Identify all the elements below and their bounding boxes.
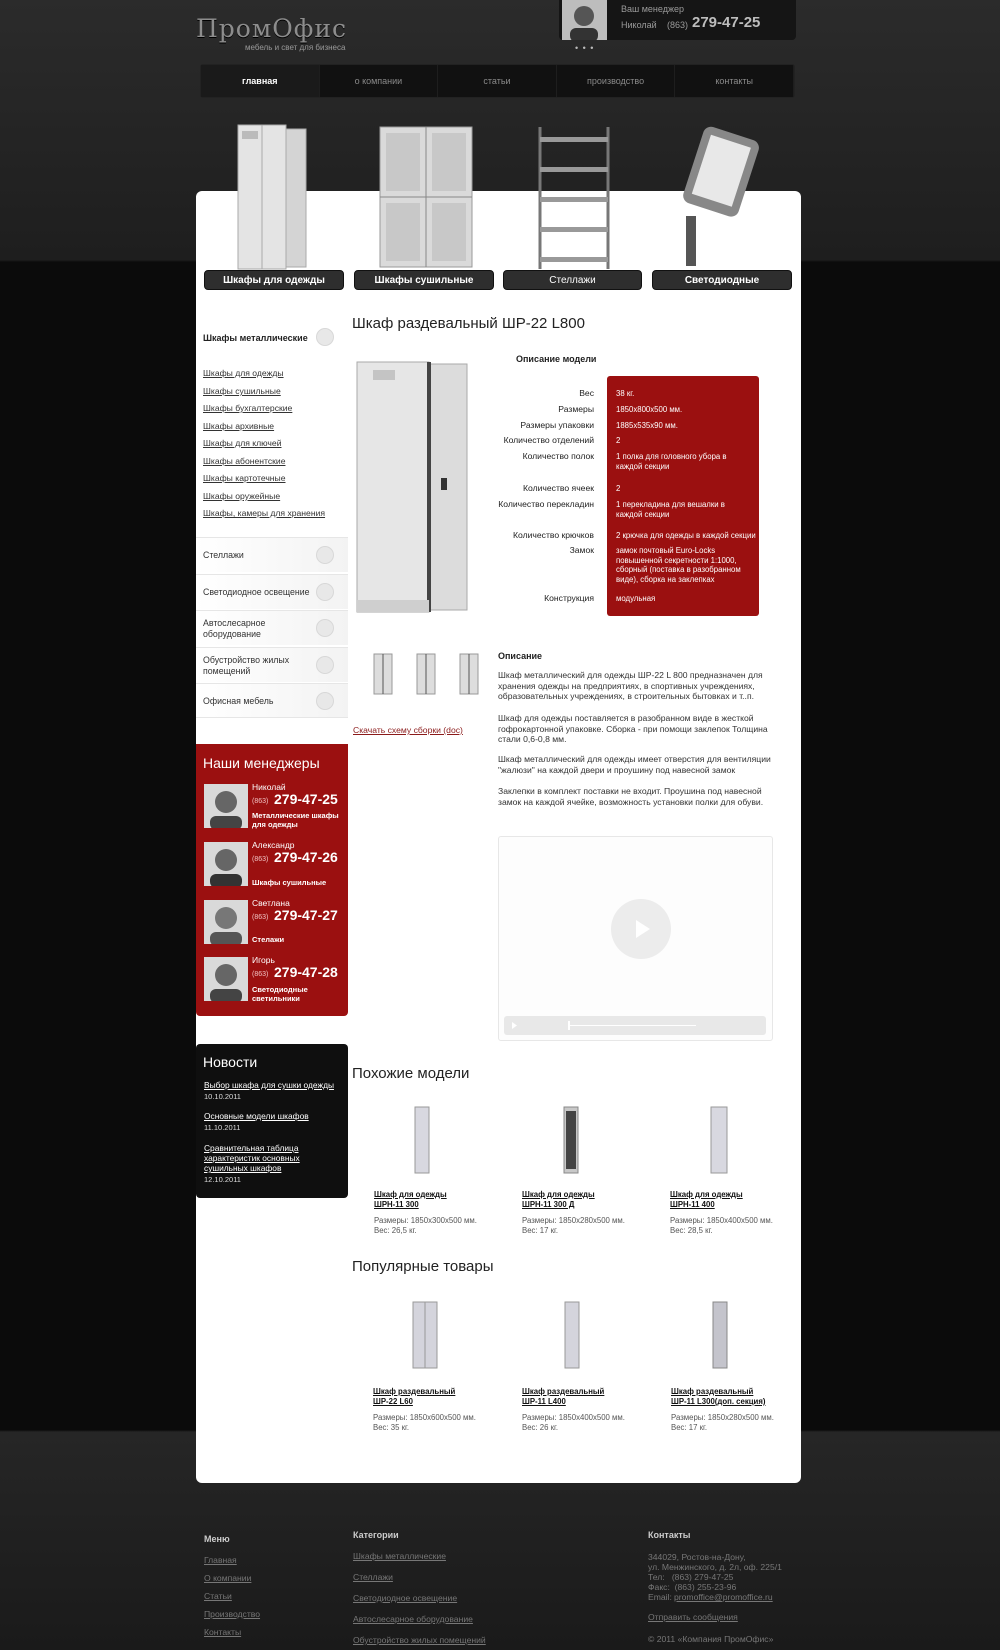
manager-code: (863) [252,856,269,863]
product-thumb[interactable] [560,1105,584,1175]
description-paragraph: Шкаф металлический для одежды ШР-22 L 800 предназначен для хранения одежды на предприятиях, в спортивных учреждениях, образовательных учреждениях, в строительных бытовках и т..п. [498,670,763,702]
product-thumb[interactable] [560,1300,584,1370]
news-date: 12.10.2011 [204,1175,241,1184]
chevron-right-icon [316,619,334,637]
download-link[interactable]: Скачать схему сборки (doc) [353,725,463,735]
spec-label: Количество полок [522,451,594,461]
spec-value: 1 полка для головного убора в каждой секции [616,452,727,471]
thumbnail[interactable] [415,653,437,695]
cat-btn-shelving[interactable]: Стеллажи [503,270,642,290]
sidebar-link[interactable]: Шкафы, камеры для хранения [203,508,326,518]
avatar [204,784,248,828]
popular-link[interactable]: Шкаф раздевальный ШР-11 L400 [522,1387,605,1406]
sidebar-link[interactable]: Шкафы абонентские [203,456,286,466]
manager-category: Стелажи [252,935,285,944]
spec-label: Размеры [558,404,594,414]
description-paragraph: Шкаф металлический для одежды имеет отверстия для вентиляции "жалюзи" на каждой двери и проушину под навесной замок [498,754,771,775]
spec-value: 2 [616,436,621,445]
sidebar-link[interactable]: Шкафы для ключей [203,438,282,448]
similar-weight: Вес: 26,5 кг. [374,1226,417,1235]
popular-weight: Вес: 35 кг. [373,1423,410,1432]
manager-code: (863) [252,798,269,805]
popular-link[interactable]: Шкаф раздевальный ШР-22 L60 [373,1387,456,1406]
nav-home[interactable]: главная [201,65,320,97]
popular-title: Популярные товары [352,1258,494,1275]
section-label: Светодиодное освещение [203,587,310,597]
footer-email-label: Email: [648,1592,672,1602]
wardrobe-image[interactable] [236,123,310,271]
nav-articles[interactable]: статьи [438,65,557,97]
spec-label: Замок [569,545,594,555]
footer-link[interactable]: Стеллажи [353,1572,393,1582]
footer-link[interactable]: Автослесарное оборудование [353,1614,473,1624]
manager-name: Игорь [252,955,275,965]
news-link[interactable]: Выбор шкафа для сушки одежды [204,1080,334,1090]
spec-value: 1850х800х500 мм. [616,405,683,414]
manager-phone: 279-47-28 [274,964,338,980]
popular-size: Размеры: 1850х400х500 мм. [522,1413,625,1422]
footer-menu-heading: Меню [204,1534,230,1544]
spec-label: Вес [579,388,594,398]
manager-code: (863) [667,20,689,30]
page-title: Шкаф раздевальный ШР-22 L800 [352,315,585,332]
footer-link[interactable]: Главная [204,1555,237,1565]
manager-code: (863) [252,914,269,921]
cat-btn-led[interactable]: Светодиодные светильники [652,270,792,290]
popular-size: Размеры: 1850х600х500 мм. [373,1413,476,1422]
footer-link[interactable]: Производство [204,1609,261,1619]
spec-label: Конструкция [544,593,594,603]
footer-link[interactable]: Шкафы металлические [353,1551,446,1561]
footer-link[interactable]: Статьи [204,1591,232,1601]
thumbnail[interactable] [458,653,480,695]
section-label: Обустройство жилых помещений [203,655,290,676]
similar-title: Похожие модели [352,1065,470,1082]
section-label: Офисная мебель [203,696,274,706]
send-message-link[interactable]: Отправить сообщения [648,1612,738,1622]
video-controls[interactable] [504,1016,766,1035]
footer-email[interactable]: promoffice@promoffice.ru [674,1592,773,1602]
sidebar-link[interactable]: Шкафы для одежды [203,368,284,378]
description-heading: Описание [498,651,543,661]
section-label: Автослесарное оборудование [203,618,266,639]
manager-phone: 279-47-27 [274,907,338,923]
play-icon[interactable] [611,899,671,959]
nav-production[interactable]: производство [557,65,676,97]
avatar [204,842,248,886]
manager-category: Шкафы сушильные [252,878,327,887]
product-thumb[interactable] [708,1300,732,1370]
product-thumb[interactable] [707,1105,731,1175]
site-logo[interactable]: ПромОфис [196,14,348,43]
footer-fax: Факс: (863) 255-23-96 [648,1582,737,1592]
nav-about[interactable]: о компании [320,65,439,97]
product-image[interactable] [353,356,471,620]
product-thumb[interactable] [410,1300,440,1370]
manager-phone: 279-47-26 [274,849,338,865]
footer-link[interactable]: Контакты [204,1627,242,1637]
sidebar-section-office[interactable] [196,683,348,718]
sidebar-link[interactable]: Шкафы картотечные [203,473,286,483]
avatar [204,957,248,1001]
spec-value: 1885х535х90 мм. [616,421,678,430]
manager-category: Светодиодные светильники [252,985,308,1003]
drying-cabinet-image[interactable] [376,123,476,271]
footer-tel: Тел: (863) 279-47-25 [648,1572,734,1582]
similar-size: Размеры: 1850х280х500 мм. [522,1216,625,1225]
avatar [204,900,248,944]
similar-size: Размеры: 1850х300х500 мм. [374,1216,477,1225]
similar-link[interactable]: Шкаф для одежды ШРН-11 300 [374,1190,447,1209]
manager-label: Ваш менеджер [621,4,684,14]
popular-weight: Вес: 17 кг. [671,1423,708,1432]
news-date: 10.10.2011 [204,1092,241,1101]
managers-title: Наши менеджеры [203,755,320,771]
sidebar-section-shelving[interactable] [196,537,348,572]
spec-label: Количество перекладин [498,499,594,509]
manager-name: Светлана [252,898,290,908]
news-link[interactable]: Основные модели шкафов [204,1111,309,1121]
popular-link[interactable]: Шкаф раздевальный ШР-11 L300(доп. секция) [671,1387,766,1406]
footer-categories-heading: Категории [353,1530,399,1540]
description-paragraph: Шкаф для одежды поставляется в разобранном виде в жесткой гофрокартонной упаковке. Сборка - при помощи заклепок Толщина стали 0,6-0,8 мм. [498,713,768,745]
popular-size: Размеры: 1850х280х500 мм. [671,1413,774,1422]
similar-weight: Вес: 17 кг. [522,1226,559,1235]
news-date: 11.10.2011 [204,1123,241,1132]
footer-link[interactable]: Обустройство жилых помещений [353,1635,486,1645]
spec-value: модульная [616,594,656,603]
similar-link[interactable]: Шкаф для одежды ШРН-11 300 Д [522,1190,595,1209]
led-light-image[interactable] [672,126,772,272]
footer-street: ул. Менжинского, д. 2л, оф. 225/1 [648,1562,782,1572]
thumbnail[interactable] [372,653,394,695]
footer-link[interactable]: О компании [204,1573,252,1583]
spec-value: 2 крючка для одежды в каждой секции [616,531,756,540]
news-title: Новости [203,1054,258,1070]
sidebar-link[interactable]: Шкафы сушильные [203,386,281,396]
footer-contacts-heading: Контакты [648,1530,691,1540]
cat-btn-wardrobes[interactable]: Шкафы для одежды [204,270,344,290]
sidebar-section-living[interactable] [196,647,348,682]
sidebar-section-led[interactable] [196,574,348,609]
popular-weight: Вес: 26 кг. [522,1423,559,1432]
footer-address: 344029, Ростов-на-Дону, [648,1552,746,1562]
main-nav [200,64,795,98]
manager-category: Металлические шкафы для одежды [252,811,339,829]
sidebar-link[interactable]: Шкафы архивные [203,421,275,431]
similar-size: Размеры: 1850х400х500 мм. [670,1216,773,1225]
chevron-right-icon [316,692,334,710]
collapse-icon[interactable] [316,328,334,346]
sidebar-link[interactable]: Шкафы оружейные [203,491,281,501]
product-thumb[interactable] [411,1105,435,1175]
manager-name: Николай [252,782,286,792]
carousel-dots[interactable]: • • • [575,43,595,53]
spec-value: 38 кг. [616,389,635,398]
manager-name: Николай [621,20,657,30]
spec-label: Количество крючков [512,530,594,540]
spec-value: 2 [616,484,621,493]
specs-heading: Описание модели [516,354,597,364]
manager-code: (863) [252,971,269,978]
news-link[interactable]: Сравнительная таблица характеристик основных сушильных шкафов [204,1143,300,1173]
description-paragraph: Заклепки в комплект поставки не входит. Проушина под навесной замок на каждой ячейке, возможность установки полки для обуви. [498,786,764,807]
similar-link[interactable]: Шкаф для одежды ШРН-11 400 [670,1190,743,1209]
section-label: Стеллажи [203,550,244,560]
spec-value: 1 перекладина для вешалки в каждой секции [616,500,725,519]
chevron-right-icon [316,583,334,601]
site-tagline: мебель и свет для бизнеса [245,43,346,52]
similar-weight: Вес: 28,5 кг. [670,1226,713,1235]
footer-link[interactable]: Светодиодное освещение [353,1593,458,1603]
spec-value: замок почтовый Euro-Locks повышенной секретности 1:1000, сборный (поставка в разобранном виде), сборка на заклепках [616,546,741,584]
manager-avatar [562,0,607,40]
sidebar-link[interactable]: Шкафы бухгалтерские [203,403,293,413]
copyright: © 2011 «Компания ПромОфис» [648,1634,774,1644]
spec-label: Размеры упаковки [520,420,594,430]
manager-name: Александр [252,840,295,850]
manager-phone: 279-47-25 [692,14,761,31]
shelving-image[interactable] [536,123,612,271]
sidebar-section-auto[interactable] [196,610,348,645]
chevron-right-icon [316,656,334,674]
nav-contacts[interactable]: контакты [675,65,794,97]
chevron-right-icon [316,546,334,564]
cat-btn-drying[interactable]: Шкафы сушильные [354,270,494,290]
manager-phone: 279-47-25 [274,791,338,807]
spec-label: Количество ячеек [523,483,594,493]
sidebar-heading[interactable]: Шкафы металлические [203,333,308,343]
spec-label: Количество отделений [503,435,594,445]
